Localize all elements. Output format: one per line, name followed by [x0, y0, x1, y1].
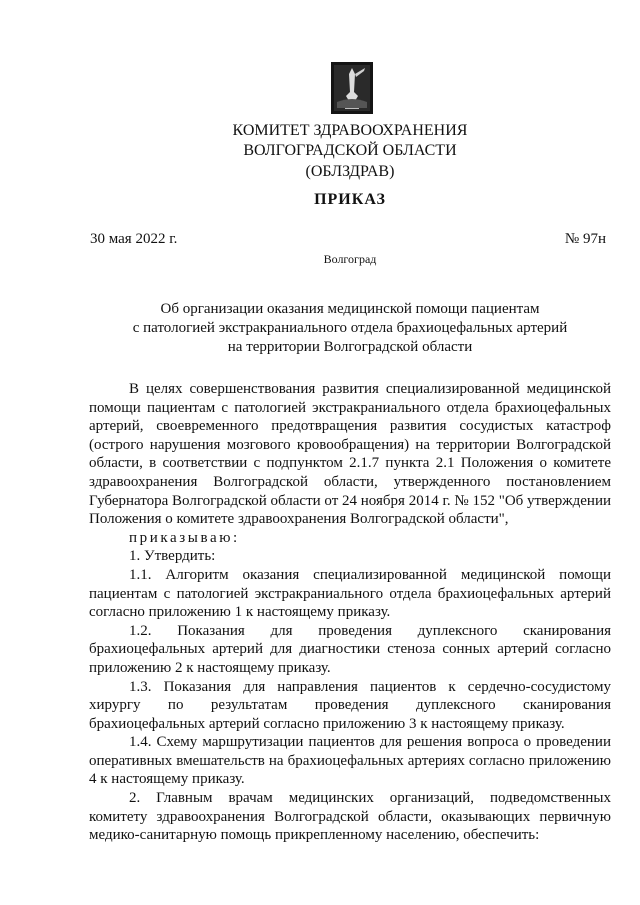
item-1-1: 1.1. Алгоритм оказания специализированной медицинской помощи пациентам с патологией экстракраниального отдела брахиоцефальных артерий согласно приложению 1 к настоящему приказу.: [89, 566, 611, 621]
organization-name-line-2: ВОЛГОГРАДСКОЙ ОБЛАСТИ: [243, 142, 457, 159]
document-body: [89, 380, 611, 845]
item-1-2: 1.2. Показания для проведения дуплексного сканирования брахиоцефальных артерий для диагностики стеноза сонных артерий согласно приложению 2 к настоящему приказу.: [89, 622, 611, 676]
document-number: № 97н: [564, 231, 606, 247]
document-title-line-3: на территории Волгоградской области: [227, 339, 473, 355]
item-1: 1. Утвердить:: [129, 548, 216, 565]
document-title-line-1: Об организации оказания медицинской помощи пациентам: [160, 301, 540, 317]
order-word: приказываю:: [129, 529, 240, 546]
coat-of-arms-emblem: [331, 62, 373, 114]
document-date: 30 мая 2022 г.: [90, 231, 178, 247]
document-title-line-2: с патологией экстракраниального отдела брахиоцефальных артерий: [132, 320, 568, 336]
item-1-4: 1.4. Схему маршрутизации пациентов для решения вопроса о проведении оперативных вмешательств на брахиоцефальных артериях согласно приложению 4 к настоящему приказу.: [89, 734, 611, 788]
intro-paragraph: В целях совершенствования развития специализированной медицинской помощи пациентам с патологией экстракраниального отдела брахиоцефальных артерий, своевременного предотвращения развития сосудистых катастроф (острого нарушения мозгового кровообращения) на территории Волгоградской области, в соответствии с подпунктом 2.1.7 пункта 2.1 Положения о комитете здравоохранения Волгоградской области, утвержденного постановлением Губернатора Волгоградской области от 24 ноября 2014 г. № 152 "Об утверждении Положения о комитете здравоохранения Волгоградской области",: [89, 381, 612, 528]
organization-name-line-1: КОМИТЕТ ЗДРАВООХРАНЕНИЯ: [232, 122, 468, 139]
item-2: 2. Главным врачам медицинских организаций, подведомственных комитету здравоохранения Волгоградской области, оказывающих первичную медико-санитарную помощь прикрепленному населению, обеспечить:: [89, 790, 611, 844]
organization-abbreviation: (ОБЛЗДРАВ): [305, 163, 395, 180]
document-type: ПРИКАЗ: [314, 191, 386, 208]
document-city: Волгоград: [323, 252, 377, 266]
item-1-3: 1.3. Показания для направления пациентов к сердечно-сосудистому хирургу по результатам проведения дуплексного сканирования брахиоцефальных артерий согласно приложению 3 к настоящему приказу.: [89, 678, 611, 732]
